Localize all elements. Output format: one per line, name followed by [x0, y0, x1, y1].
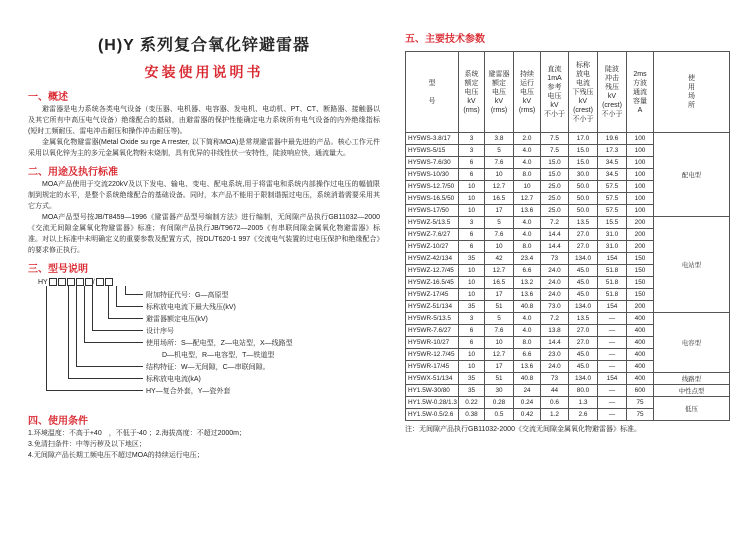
value-cell: — [598, 325, 627, 337]
model-cell: HY5WS-16.5/50 [406, 193, 459, 205]
value-cell: 27.0 [569, 337, 598, 349]
model-cell: HY5WZ-51/134 [406, 301, 459, 313]
value-cell: 100 [627, 157, 654, 169]
value-cell: 15.0 [569, 157, 598, 169]
value-cell: 45.0 [569, 361, 598, 373]
value-cell: 10 [459, 289, 485, 301]
value-cell: 35 [459, 373, 485, 385]
column-header: 使 用 场 所 [654, 52, 730, 133]
value-cell: 17 [485, 361, 514, 373]
value-cell: 134.0 [569, 373, 598, 385]
overview-paragraph-2: 金属氧化物避雷器(Metal Oxide su rge A rrester, 以下简称MOA)是常规避雷器中最先进的产品。核心工作元件采用以氧化锌为主的多元金属氧化物粉末烧制，具有优异的非线性伏一安特性，陡波响应快，通流量大。 [28, 139, 380, 157]
value-cell: 10 [485, 169, 514, 181]
value-cell: 134.0 [569, 301, 598, 313]
column-header: 避雷器 额定 电压 kV (rms) [485, 52, 514, 133]
value-cell: 45.0 [569, 289, 598, 301]
value-cell: 134.0 [569, 253, 598, 265]
table-row [406, 385, 730, 397]
value-cell: 3.8 [485, 133, 514, 145]
value-cell: 600 [627, 385, 654, 397]
value-cell: 10 [459, 205, 485, 217]
model-line-1: 附加特征代号：G—高原型 [146, 292, 229, 299]
model-line-7: 结构特征：W—无间隙，C—串联间隙。 [146, 364, 270, 371]
value-cell: 75 [627, 409, 654, 421]
value-cell: 13.5 [569, 313, 598, 325]
value-cell: 400 [627, 337, 654, 349]
value-cell: 154 [598, 253, 627, 265]
value-cell: 10 [459, 277, 485, 289]
document-subtitle: 安装使用说明书 [144, 64, 264, 80]
value-cell: — [598, 313, 627, 325]
model-cell: HY5WZ-16.5/45 [406, 277, 459, 289]
model-cell: HY5WS-12.7/50 [406, 181, 459, 193]
model-cell: HY5WS-10/30 [406, 169, 459, 181]
column-header: 持续 运行 电压 kV (rms) [514, 52, 541, 133]
value-cell: 40.8 [514, 301, 541, 313]
model-code [38, 278, 113, 286]
model-cell: HY5WS-5/15 [406, 145, 459, 157]
value-cell: 31.0 [598, 241, 627, 253]
value-cell: 100 [627, 193, 654, 205]
value-cell: 3 [459, 133, 485, 145]
value-cell: 73.0 [541, 301, 569, 313]
usage-place-cell: 配电型 [654, 133, 730, 217]
value-cell: 16.5 [485, 277, 514, 289]
value-cell: 57.5 [598, 181, 627, 193]
model-cell: HY5WZ-5/13.5 [406, 217, 459, 229]
value-cell: 23.4 [514, 253, 541, 265]
value-cell: 0.22 [459, 397, 485, 409]
value-cell: 200 [627, 217, 654, 229]
spec-table-heading: 五、主要技术参数 [405, 34, 485, 45]
value-cell: 400 [627, 349, 654, 361]
model-cell: HY5WR-17/45 [406, 361, 459, 373]
value-cell: 30.0 [569, 169, 598, 181]
value-cell: 30 [485, 385, 514, 397]
value-cell: 25.0 [541, 193, 569, 205]
condition-item-2: 3.免清扫条件：中等污秽及以下地区； [28, 441, 146, 448]
value-cell: 27.0 [569, 325, 598, 337]
value-cell: 0.5 [485, 409, 514, 421]
value-cell: 7.5 [541, 145, 569, 157]
value-cell: 51 [485, 301, 514, 313]
value-cell: 19.6 [598, 133, 627, 145]
value-cell: 7.6 [485, 229, 514, 241]
value-cell: 154 [598, 373, 627, 385]
usage-paragraph-1: MOA产品使用于交流220kV及以下发电、输电、变电、配电系统,用于将雷电和系统内部操作过电压的幅值限制到规定的水平，是整个系统绝缘配合的基础设备。同时，本产品不能用于限制谐振过电压，系统消谐需要采用其它方式。 [28, 181, 380, 210]
value-cell: 8.0 [514, 337, 541, 349]
table-row [406, 373, 730, 385]
value-cell: 17 [485, 289, 514, 301]
value-cell: 13.6 [514, 205, 541, 217]
value-cell: 51.8 [598, 289, 627, 301]
value-cell: 6.6 [514, 265, 541, 277]
value-cell: 27.0 [569, 229, 598, 241]
model-line-2: 标称放电电流下最大残压(kV) [146, 304, 236, 311]
value-cell: 1.2 [541, 409, 569, 421]
value-cell: 17.0 [569, 133, 598, 145]
model-cell: HY5WS-3.8/17 [406, 133, 459, 145]
value-cell: 31.0 [598, 229, 627, 241]
value-cell: 7.6 [485, 157, 514, 169]
value-cell: 50.0 [569, 193, 598, 205]
condition-item-1: 1.环境温度：不高于+40 ，不低于-40 ；2.海拔高度：不超过2000m； [28, 430, 247, 437]
section-usage-heading: 二、用途及执行标准 [28, 167, 118, 178]
value-cell: 51.8 [598, 277, 627, 289]
manual-left-column [28, 30, 380, 461]
value-cell: 51 [485, 373, 514, 385]
column-header: 陡波 冲击 残压 kV (crest) 不小于 [598, 52, 627, 133]
value-cell: 2.0 [514, 133, 541, 145]
value-cell: 100 [627, 181, 654, 193]
value-cell: 6 [459, 229, 485, 241]
model-cell: HY5WZ-10/27 [406, 241, 459, 253]
usage-paragraph-2: MOA产品型号按JB/T8459—1996《避雷器产品型号编制方法》进行编制，无间隙产品执行GB11032—2000《交流无间隙金属氧化物避雷器》标准；有间隙产品执行JB/T9672—2005《有串联间隙金属氧化物避雷器》标准。对以上标准中未明确定义的重要参数及配置方式，按DL/T620-1 997《交流电气装置的过电压保护和绝缘配合》的要求修正执行。 [28, 214, 380, 254]
column-header: 直流 1mA 参考 电压 kV 不小于 [541, 52, 569, 133]
model-line-9: HY—复合外套，Y—瓷外套 [146, 388, 231, 395]
value-cell: 13.2 [514, 277, 541, 289]
value-cell: 10 [485, 337, 514, 349]
usage-place-cell: 低压 [654, 397, 730, 421]
value-cell: 24.0 [541, 277, 569, 289]
model-line-3: 避雷器额定电压(kV) [146, 316, 208, 323]
table-row [406, 133, 730, 145]
value-cell: 14.4 [541, 241, 569, 253]
model-cell: HY5WZ-7.6/27 [406, 229, 459, 241]
value-cell: 5 [485, 217, 514, 229]
value-cell: 57.5 [598, 193, 627, 205]
value-cell: 4.0 [514, 157, 541, 169]
value-cell: 100 [627, 205, 654, 217]
value-cell: 44 [541, 385, 569, 397]
model-cell: HY1.5W-0.5/2.6 [406, 409, 459, 421]
value-cell: — [598, 337, 627, 349]
overview-paragraph-1: 避雷器是电力系统各类电气设备（变压器、电机器、电容器、发电机、电动机、PT、CT、断路器、接触器以及其它所有中高压电气设备）绝缘配合的基础，由避雷器的保护性能确定电力系统所有电气设备的内外绝缘指标(短时工频耐压、雷电冲击耐压和操作冲击耐压等)。 [28, 106, 380, 135]
value-cell: 14.4 [541, 337, 569, 349]
value-cell: 35 [459, 253, 485, 265]
value-cell: — [598, 409, 627, 421]
value-cell: 15.5 [598, 217, 627, 229]
value-cell: 27.0 [569, 241, 598, 253]
model-cell: HY1.5W-30/80 [406, 385, 459, 397]
value-cell: 3 [459, 217, 485, 229]
model-cell: HY5WR-7.6/27 [406, 325, 459, 337]
value-cell: 0.42 [514, 409, 541, 421]
model-cell: HY5WZ-42/134 [406, 253, 459, 265]
manual-right-column [405, 30, 735, 434]
value-cell: 150 [627, 289, 654, 301]
value-cell: 400 [627, 325, 654, 337]
model-code-slash: / [92, 278, 95, 286]
table-row [406, 217, 730, 229]
value-cell: 4.0 [514, 145, 541, 157]
model-line-6: D—机电型，R—电容型，T—铁道型 [162, 352, 275, 359]
value-cell: 75 [627, 397, 654, 409]
model-cell: HY5WR-12.7/45 [406, 349, 459, 361]
model-cell: HY5WX-51/134 [406, 373, 459, 385]
value-cell: 40.8 [514, 373, 541, 385]
model-cell: HY5WR-10/27 [406, 337, 459, 349]
value-cell: — [598, 385, 627, 397]
model-cell: HY5WS-7.6/30 [406, 157, 459, 169]
value-cell: 100 [627, 145, 654, 157]
spec-table [405, 51, 730, 421]
value-cell: 13.6 [514, 289, 541, 301]
value-cell: 1.3 [569, 397, 598, 409]
value-cell: 15.0 [569, 145, 598, 157]
value-cell: 34.5 [598, 169, 627, 181]
value-cell: 6.6 [514, 349, 541, 361]
value-cell: 80.0 [569, 385, 598, 397]
usage-place-cell: 中性点型 [654, 385, 730, 397]
value-cell: 24.0 [541, 289, 569, 301]
spec-table-header-row [406, 52, 730, 133]
value-cell: — [598, 397, 627, 409]
value-cell: 50.0 [569, 205, 598, 217]
value-cell: 6 [459, 169, 485, 181]
value-cell: 35 [459, 301, 485, 313]
value-cell: 10 [459, 181, 485, 193]
value-cell: 13.8 [541, 325, 569, 337]
value-cell: 10 [485, 241, 514, 253]
value-cell: 12.7 [485, 265, 514, 277]
value-cell: 150 [627, 265, 654, 277]
value-cell: 25.0 [541, 205, 569, 217]
value-cell: 7.6 [485, 325, 514, 337]
value-cell: 200 [627, 229, 654, 241]
column-header: 系统 额定 电压 kV (rms) [459, 52, 485, 133]
model-cell: HY5WS-17/50 [406, 205, 459, 217]
value-cell: 12.7 [514, 193, 541, 205]
value-cell: 3 [459, 145, 485, 157]
value-cell: 45.0 [569, 277, 598, 289]
spec-table-note: 注：无间隙产品执行GB11032-2000《交流无间隙金属氧化物避雷器》标准。 [405, 426, 641, 433]
model-cell: HY5WZ-12.7/45 [406, 265, 459, 277]
value-cell: 150 [627, 277, 654, 289]
value-cell: 400 [627, 313, 654, 325]
value-cell: 73 [541, 373, 569, 385]
table-row [406, 313, 730, 325]
model-code-prefix: HY [38, 278, 48, 286]
value-cell: 400 [627, 361, 654, 373]
value-cell: 0.24 [514, 397, 541, 409]
value-cell: 0.28 [485, 397, 514, 409]
column-header: 2ms 方波 通流 容量 A [627, 52, 654, 133]
column-header: 标称 放电 电流 下残压 kV (crest) 不小于 [569, 52, 598, 133]
value-cell: 51.8 [598, 265, 627, 277]
value-cell: 35 [459, 385, 485, 397]
value-cell: 4.0 [514, 325, 541, 337]
value-cell: 5 [485, 145, 514, 157]
value-cell: 4.0 [514, 217, 541, 229]
value-cell: 5 [485, 313, 514, 325]
model-cell: HY5WZ-17/45 [406, 289, 459, 301]
value-cell: 6 [459, 337, 485, 349]
value-cell: 23.0 [541, 349, 569, 361]
value-cell: 25.0 [541, 181, 569, 193]
table-row [406, 397, 730, 409]
value-cell: 150 [627, 253, 654, 265]
value-cell: 15.0 [541, 169, 569, 181]
value-cell: 200 [627, 301, 654, 313]
value-cell: 12.7 [485, 181, 514, 193]
value-cell: 400 [627, 373, 654, 385]
condition-item-3: 4.无间隙产品长期工频电压不超过MOA的持续运行电压； [28, 452, 204, 459]
usage-place-cell: 电容型 [654, 313, 730, 373]
value-cell: 3 [459, 313, 485, 325]
value-cell: 6 [459, 325, 485, 337]
value-cell: 0.38 [459, 409, 485, 421]
value-cell: 12.7 [485, 349, 514, 361]
value-cell: 6 [459, 157, 485, 169]
model-line-4: 设计序号 [146, 328, 174, 335]
value-cell: 7.5 [541, 133, 569, 145]
document-title: (H)Y 系列复合氧化锌避雷器 [97, 37, 311, 54]
value-cell: 8.0 [514, 241, 541, 253]
value-cell: 13.6 [514, 361, 541, 373]
value-cell: 200 [627, 241, 654, 253]
value-cell: 13.5 [569, 217, 598, 229]
value-cell: 14.4 [541, 229, 569, 241]
model-line-8: 标称放电电流(kA) [146, 376, 201, 383]
value-cell: 42 [485, 253, 514, 265]
value-cell: 34.5 [598, 157, 627, 169]
value-cell: 17 [485, 205, 514, 217]
section-model-heading: 三、型号说明 [28, 264, 88, 275]
value-cell: 17.3 [598, 145, 627, 157]
value-cell: — [598, 361, 627, 373]
value-cell: 8.0 [514, 169, 541, 181]
value-cell: 4.0 [514, 313, 541, 325]
value-cell: 50.0 [569, 181, 598, 193]
value-cell: 45.0 [569, 349, 598, 361]
value-cell: 15.0 [541, 157, 569, 169]
usage-place-cell: 电站型 [654, 217, 730, 313]
value-cell: 24.0 [541, 361, 569, 373]
model-code-diagram [28, 276, 380, 408]
model-cell: HY5WR-5/13.5 [406, 313, 459, 325]
value-cell: 154 [598, 301, 627, 313]
value-cell: 6 [459, 241, 485, 253]
value-cell: 16.5 [485, 193, 514, 205]
value-cell: 24 [514, 385, 541, 397]
value-cell: 10 [459, 361, 485, 373]
value-cell: 7.2 [541, 313, 569, 325]
value-cell: 73 [541, 253, 569, 265]
value-cell: — [598, 349, 627, 361]
value-cell: 45.0 [569, 265, 598, 277]
value-cell: 57.5 [598, 205, 627, 217]
value-cell: 10 [459, 349, 485, 361]
value-cell: 10 [459, 193, 485, 205]
model-cell: HY1.5W-0.28/1.3 [406, 397, 459, 409]
section-overview-heading: 一、概述 [28, 92, 68, 103]
value-cell: 10 [459, 265, 485, 277]
value-cell: 100 [627, 169, 654, 181]
model-line-5: 使用场所：S—配电型，Z—电站型，X—线路型 [146, 340, 293, 347]
value-cell: 4.0 [514, 229, 541, 241]
value-cell: 100 [627, 133, 654, 145]
value-cell: 0.6 [541, 397, 569, 409]
value-cell: 10 [514, 181, 541, 193]
column-header: 型 号 [406, 52, 459, 133]
value-cell: 2.6 [569, 409, 598, 421]
value-cell: 7.2 [541, 217, 569, 229]
usage-place-cell: 线路型 [654, 373, 730, 385]
section-conditions-heading: 四、使用条件 [28, 416, 88, 427]
value-cell: 24.0 [541, 265, 569, 277]
